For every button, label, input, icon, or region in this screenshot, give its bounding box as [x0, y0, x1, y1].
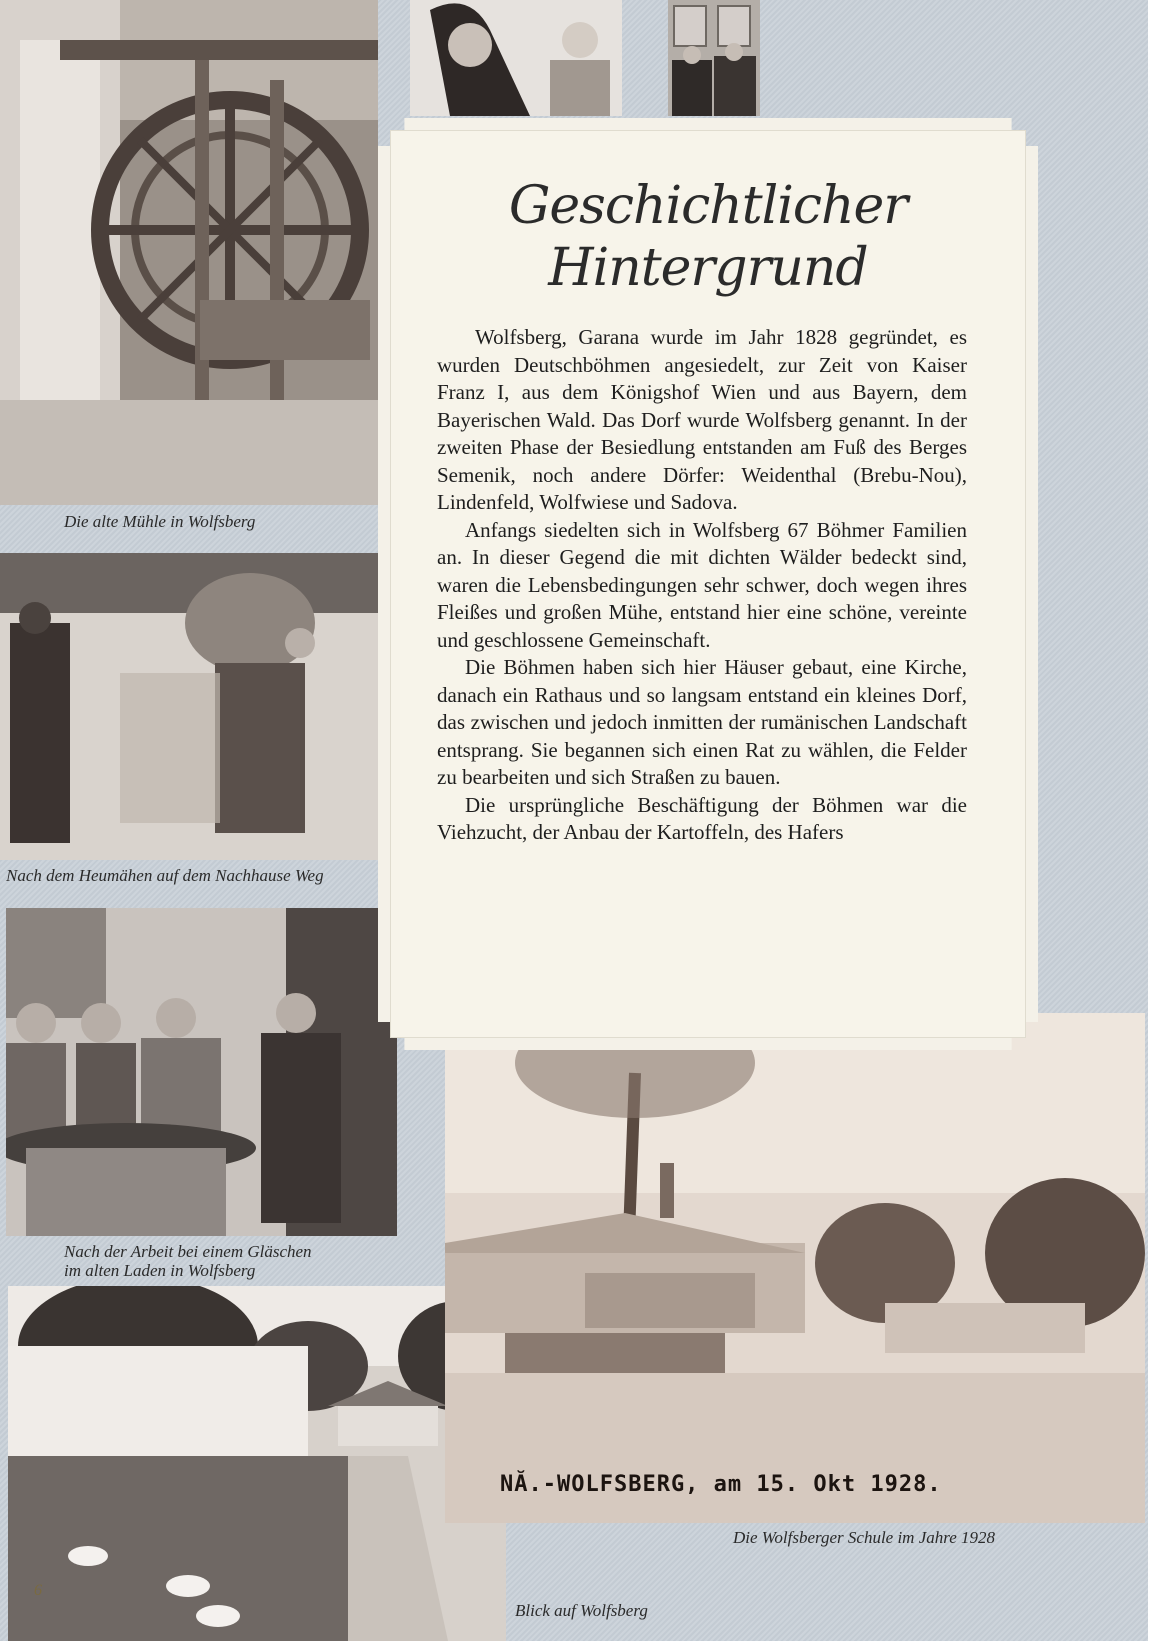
photo-grandmother-child	[410, 0, 622, 116]
page-number: 6	[34, 1582, 42, 1599]
page-title-line2: Hintergrund	[548, 238, 868, 298]
history-text	[437, 324, 967, 847]
caption-old-mill: Die alte Mühle in Wolfsberg	[64, 512, 256, 531]
photo-hay-carrying	[0, 553, 378, 860]
caption-tavern-line1: Nach der Arbeit bei einem Gläschen	[64, 1242, 312, 1261]
page-title-line1: Geschichtlicher	[508, 176, 908, 236]
photo-inscription: NĂ.-WOLFSBERG, am 15. Okt 1928.	[500, 1472, 942, 1497]
caption-hay-carrying: Nach dem Heumähen auf dem Nachhause Weg	[6, 866, 324, 885]
photo-school-1928	[445, 1013, 1145, 1523]
photo-village-street	[8, 1286, 506, 1641]
photo-old-mill	[0, 0, 378, 505]
photo-couple	[668, 0, 760, 116]
paragraph-village-growth: Die Böhmen haben sich hier Häuser gebaut, eine Kirche, danach ein Rathaus und so langsam entstand ein kleines Dorf, das zwischen und jedoch inmitten der rumänischen Landschaft entsprang. Sie begannen sich einen Rat zu wählen, die Felder zu bearbeiten und sich Straßen zu bauen.	[437, 655, 967, 789]
paragraph-settlers: Anfangs siedelten sich in Wolfsberg 67 Böhmer Familien an. In dieser Gegend die mit dichten Wälder bedeckt sind, waren die Lebensbedingungen sehr schwer, doch wegen ihres Fleißes und großen Mühe, entstand hier eine schöne, vereinte und geschlossene Gemeinschaft.	[437, 517, 967, 652]
paragraph-founding: Wolfsberg, Garana wurde im Jahr 1828 gegründet, es wurden Deutschböhmen angesiedelt, zur Zeit von Kaiser Franz I, aus dem Königshof Wien und aus Bayern, dem Bayerischen Wald. Das Dorf wurde Wolfsberg genannt. In der zweiten Phase der Besiedlung entstanden am Fuß des Berges Semenik, noch andere Dörfer: Weidenthal (Brebu-Nou), Lindenfeld, Wolfwiese und Sadova.	[437, 325, 967, 514]
photo-tavern	[6, 908, 397, 1236]
caption-tavern-line2: im alten Laden in Wolfsberg	[64, 1261, 256, 1280]
page-margin	[1148, 0, 1168, 1641]
caption-village-street: Blick auf Wolfsberg	[515, 1601, 648, 1620]
caption-school-1928: Die Wolfsberger Schule im Jahre 1928	[733, 1528, 996, 1547]
paragraph-occupation: Die ursprüngliche Beschäftigung der Böhmen war die Viehzucht, der Anbau der Kartoffeln, des Hafers	[437, 792, 967, 844]
